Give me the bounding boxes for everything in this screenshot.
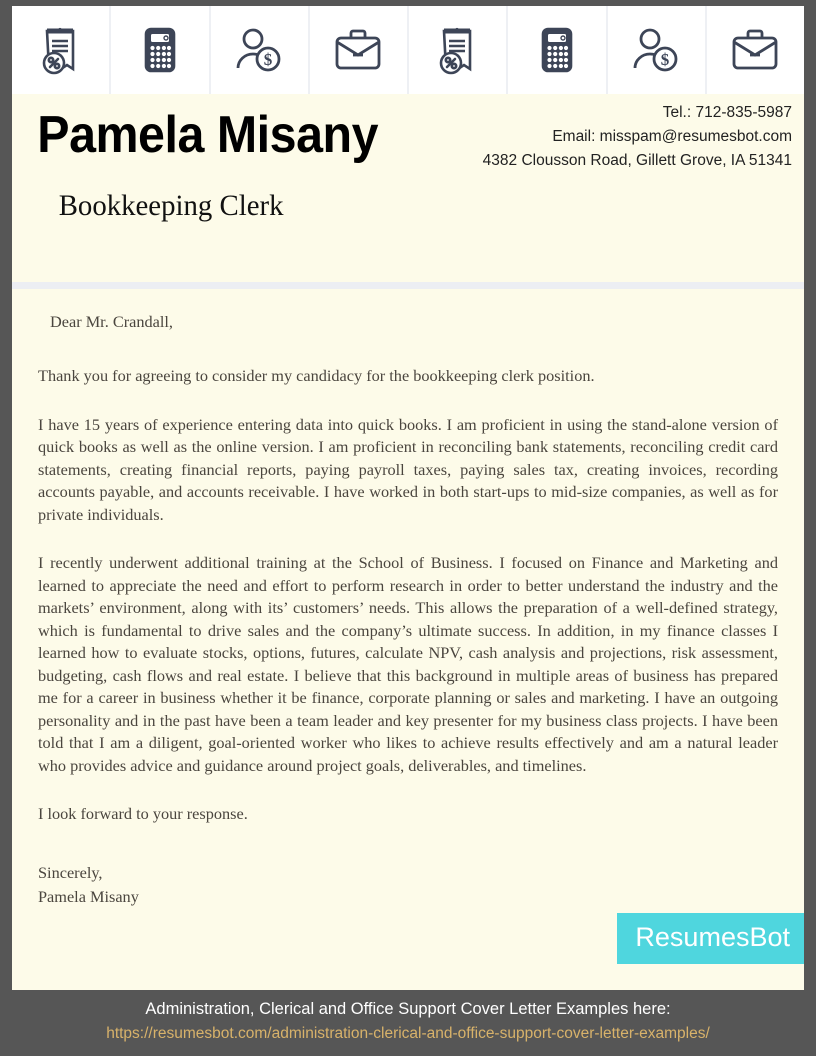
svg-text:$: $ [660, 50, 670, 69]
salutation: Dear Mr. Crandall, [50, 312, 173, 331]
person-dollar-icon [631, 26, 681, 74]
icon-tile-7 [608, 6, 705, 94]
icon-tile-3 [211, 6, 308, 94]
header-divider [12, 282, 804, 289]
letter-body [12, 289, 804, 909]
tax-document-percent-icon [39, 25, 83, 75]
contact-phone: Tel.: 712-835-5987 [662, 104, 792, 121]
body-paragraph: I have 15 years of experience entering data into quick books. I am proficient in using the stand-alone version of quick books as well as the online version. I am proficient in reconciling bank statements, reconciling credit card statements, creating financial reports, paying payroll taxes, paying sales tax, creating invoices, recording accounts payable, and accounts receivable. I have worked in both start-ups to mid-size companies, as well as for private individuals. [38, 414, 778, 524]
calculator-icon [140, 25, 180, 75]
body-paragraph: I recently underwent additional training at the School of Business. I focused on Finance and Marketing and learned to appreciate the need and effort to perform research in order to better understand the industry and the markets’ environment, along with its’ customers’ needs. This allows the preparation of a well-defined strategy, which is fundamental to drive sales and the company’s ultimate success. In addition, in my finance classes I learned how to evaluate stocks, options, futures, calculate NPV, cash analysis and projections, risk assessment, budgeting, cash flows and real estate. I believe that this background in multiple areas of business has prepared me for a career in business whether it be finance, corporate planning or sales and marketing. I have an outgoing personality and in the past have been a team leader and key presenter for my business class projects. I have been told that I am a diligent, goal-oriented worker who likes to achieve results effectively and am a natural leader who provides advice and guidance around project goals, deliverables, and timelines. [38, 553, 778, 775]
icon-tile-1 [12, 6, 109, 94]
icon-tile-2 [111, 6, 208, 94]
briefcase-icon [730, 28, 780, 72]
briefcase-icon [333, 28, 383, 72]
icon-tile-4 [310, 6, 407, 94]
calculator-icon [537, 25, 577, 75]
tax-document-percent-icon [436, 25, 480, 75]
job-title: Bookkeeping Clerk [58, 188, 284, 222]
person-dollar-icon [234, 26, 284, 74]
icon-tile-5 [409, 6, 506, 94]
resume-page [12, 6, 804, 990]
page-title: Pamela Misany [37, 106, 379, 164]
footer-heading: Administration, Clerical and Office Support Cover Letter Examples here: [145, 1000, 671, 1018]
closing-line: I look forward to your response. [38, 804, 248, 824]
contact-block [483, 101, 792, 173]
letter-header [12, 94, 804, 278]
icon-tile-8 [707, 6, 804, 94]
svg-text:$: $ [263, 50, 273, 69]
contact-address: 4382 Clousson Road, Gillett Grove, IA 51341 [482, 152, 792, 170]
icon-strip [12, 6, 804, 94]
body-paragraph: Thank you for agreeing to consider my candidacy for the bookkeeping clerk position. [38, 366, 595, 386]
footer-url-link[interactable]: https://resumesbot.com/administration-clerical-and-office-support-cover-letter-examples/ [106, 1024, 710, 1042]
icon-tile-6 [508, 6, 605, 94]
resumesbot-badge: ResumesBot [617, 913, 804, 964]
signature-name: Pamela Misany [38, 887, 139, 907]
footer [0, 998, 816, 1047]
contact-email: Email: misspam@resumesbot.com [552, 128, 792, 146]
sign-off: Sincerely, [38, 862, 103, 882]
